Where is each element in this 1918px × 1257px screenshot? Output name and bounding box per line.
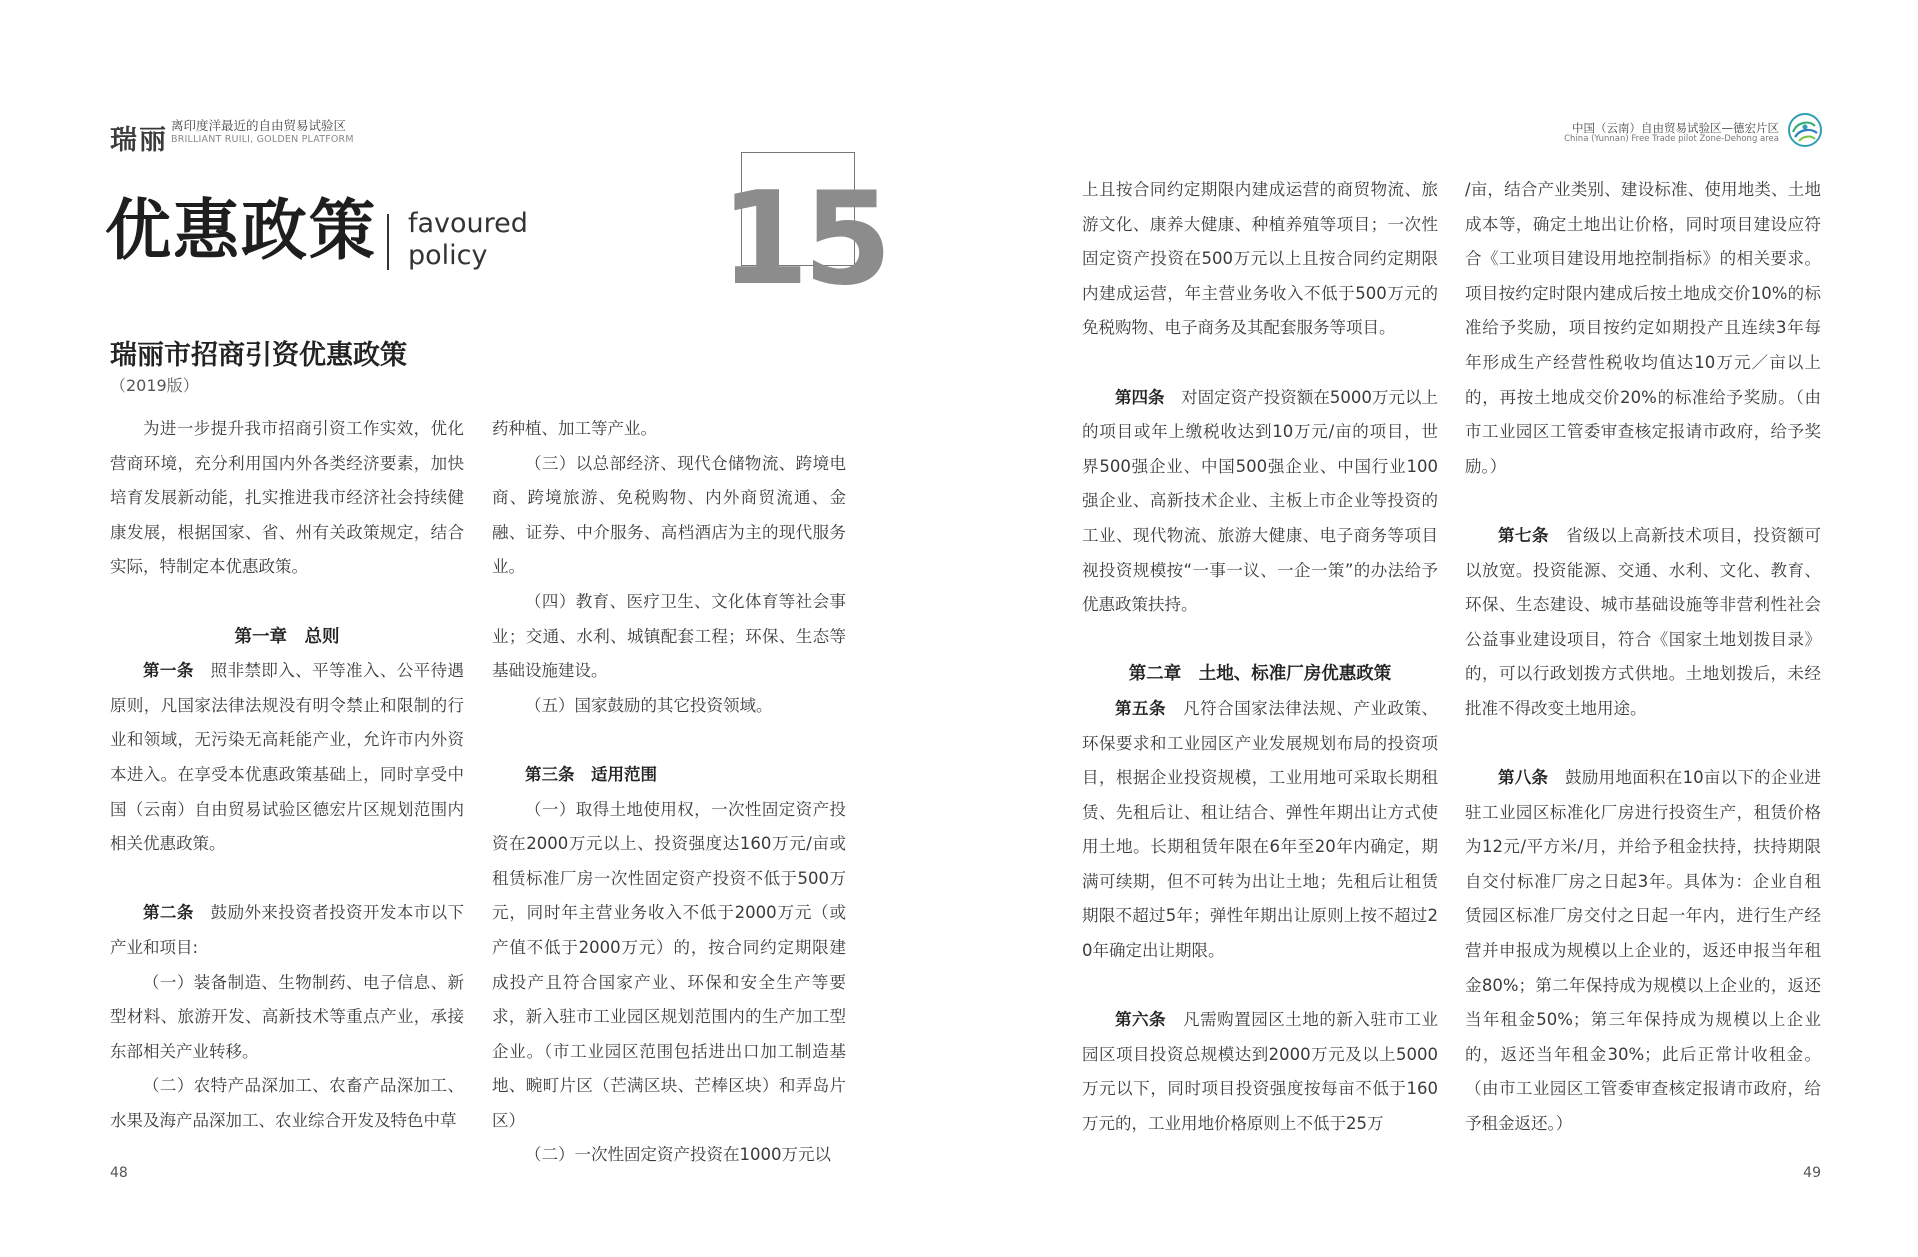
chapter-heading: 第一章 总则: [234, 626, 340, 647]
page-number-right: 49: [1803, 1165, 1821, 1181]
title-en-line1: favoured: [408, 208, 528, 239]
article-item: （四）教育、医疗卫生、文化体育等社会事业；交通、水利、城镇配套工程；环保、生态等基础设施建设。: [492, 591, 846, 681]
header-left-slogan: 离印度洋最近的自由贸易试验区: [171, 118, 347, 133]
article-item: （五）国家鼓励的其它投资领域。: [525, 695, 773, 715]
title-divider: [387, 214, 389, 270]
page-number-left: 48: [110, 1165, 128, 1181]
article-text: 凡符合国家法律法规、产业政策、环保要求和工业园区产业发展规划布局的投资项目，根据企业投资规模，工业用地可采取长期租赁、先租后让、租让结合、弹性年期出让方式使用土地。长期租赁年限在6年至20年内确定，期满可续期，但不可转为出让土地；先租后让租赁期限不超过5年；弹性年期出让原则上按不超过20年确定出让期限。: [1082, 698, 1439, 961]
text-column-4: [1465, 173, 1821, 1142]
article-text: 鼓励用地面积在10亩以下的企业进驻工业园区标准化厂房进行投资生产，租赁价格为12元/平方米/月，并给予租金扶持，扶持期限自交付标准厂房之日起3年。具体为：企业自租赁园区标准厂房交付之日起一年内，进行生产经营并申报成为规模以上企业的，返还申报当年租金80%；第二年保持成为规模以上企业的，返还当年租金50%；第三年保持成为规模以上企业的，返还当年租金30%；此后正常计收租金。（由市工业园区工管委审查核定报请市政府，给予租金返还。）: [1465, 768, 1822, 1134]
article-text: 凡需购置园区土地的新入驻市工业园区项目投资总规模达到2000万元及以上5000万元以下，同时项目投资强度按每亩不低于160万元的，工业用地价格原则上不低于25万: [1082, 1010, 1439, 1134]
article-title: 第六条: [1115, 1010, 1167, 1030]
chapter-heading: 第二章 土地、标准厂房优惠政策: [1128, 664, 1392, 685]
article-title: 第二条: [143, 903, 194, 923]
paragraph: /亩，结合产业类别、建设标准、使用地类、土地成本等，确定土地出让价格，同时项目建设应符合《工业项目建设用地控制指标》的相关要求。项目按约定时限内建成后按土地成交价10%的标准给予奖励，项目按约定如期投产且连续3年每年形成生产经营性税收均值达10万元／亩以上的，再按土地成交价20%的标准给予奖励。（由市工业园区工管委审查核定报请市政府，给予奖励。）: [1465, 180, 1821, 476]
article-item: （三）以总部经济、现代仓储物流、跨境电商、跨境旅游、免税购物、内外商贸流通、金融、证券、中介服务、高档酒店为主的现代服务业。: [492, 453, 846, 577]
article-title: 第一条: [143, 661, 194, 681]
section-number: 15: [720, 165, 887, 314]
article-text: 省级以上高新技术项目，投资额可以放宽。投资能源、交通、水利、文化、教育、环保、生态建设、城市基础设施等非营利性社会公益事业建设项目，符合《国家土地划拨目录》的，可以行政划拨方式供地。土地划拨后，未经批准不得改变土地用途。: [1465, 525, 1822, 718]
article-title: 第五条: [1115, 698, 1167, 718]
article-item: （二）一次性固定资产投资在1000万元以: [525, 1145, 831, 1165]
article-text: 照非禁即入、平等准入、公平待遇原则，凡国家法律法规没有明令禁止和限制的行业和领域，无污染无高耗能产业，允许市内外资本进入。在享受本优惠政策基础上，同时享受中国（云南）自由贸易试验区德宏片区规划范围内相关优惠政策。: [110, 661, 465, 854]
article-text: 对固定资产投资额在5000万元以上的项目或年上缴税收达到10万元/亩的项目，世界500强企业、中国500强企业、中国行业100强企业、高新技术企业、主板上市企业等投资的工业、现代物流、旅游大健康、电子商务等项目视投资规模按“一事一议、一企一策”的办法给予优惠政策扶持。: [1082, 387, 1438, 615]
article-text: 鼓励外来投资者投资开发本市以下产业和项目:: [110, 903, 465, 957]
article-8: [1465, 761, 1821, 1142]
article-title: 第四条: [1115, 387, 1165, 407]
article-6: [1082, 1003, 1438, 1141]
text-column-3: [1082, 173, 1438, 1142]
free-trade-zone-emblem-icon: [1787, 112, 1823, 148]
paragraph: 上且按合同约定期限内建成运营的商贸物流、旅游文化、康养大健康、种植养殖等项目；一次性固定资产投资在500万元以上且按合同约定期限内建成运营，年主营业务收入不低于500万元的免税购物、电子商务及其配套服务等项目。: [1082, 180, 1438, 338]
article-item: （一）取得土地使用权，一次性固定资产投资在2000万元以上、投资强度达160万元/亩或租赁标准厂房一次性固定资产投资不低于500万元，同时年主营业务收入不低于2000万元（或产值不低于2000万元）的，按合同约定期限建成投产且符合国家产业、环保和安全生产等要求，新入驻市工业园区规划范围内的生产加工型企业。（市工业园区范围包括进出口加工制造基地、畹町片区（芒满区块、芒棒区块）和弄岛片区）: [492, 799, 846, 1130]
page-title-en: [408, 208, 528, 272]
article-4: [1082, 381, 1438, 623]
page-title: 优惠政策: [105, 192, 377, 269]
text-column-1: [110, 412, 464, 1138]
article-7: [1465, 519, 1821, 727]
ruili-logo: 瑞丽: [110, 125, 168, 156]
policy-version: （2019版）: [110, 376, 199, 395]
policy-title: 瑞丽市招商引资优惠政策: [110, 340, 407, 371]
article-5: [1082, 692, 1438, 969]
article-item: （二）农特产品深加工、农畜产品深加工、水果及海产品深加工、农业综合开发及特色中草: [110, 1076, 464, 1130]
intro-paragraph: 为进一步提升我市招商引资工作实效，优化营商环境，充分利用国内外各类经济要素，加快培育发展新动能，扎实推进我市经济社会持续健康发展，根据国家、省、州有关政策规定，结合实际，特制定本优惠政策。: [110, 419, 464, 577]
article-3: [492, 758, 846, 793]
paragraph: 药种植、加工等产业。: [492, 419, 657, 438]
article-2: [110, 896, 464, 965]
header-right-title: 中国（云南）自由贸易试验区—德宏片区: [1572, 121, 1779, 135]
header-right-subtitle: China (Yunnan) Free Trade pilot Zone-Dehong area: [1564, 134, 1779, 144]
article-item: （一）装备制造、生物制药、电子信息、新型材料、旅游开发、高新技术等重点产业，承接东部相关产业转移。: [110, 972, 464, 1061]
header-left-slogan-en: BRILLIANT RUILI, GOLDEN PLATFORM: [171, 134, 354, 145]
article-title: 第七条: [1498, 525, 1550, 545]
text-column-2: [492, 412, 846, 1173]
article-1: [110, 654, 464, 862]
title-en-line2: policy: [408, 240, 488, 271]
article-title: 第三条 适用范围: [525, 764, 657, 784]
article-title: 第八条: [1498, 768, 1549, 788]
